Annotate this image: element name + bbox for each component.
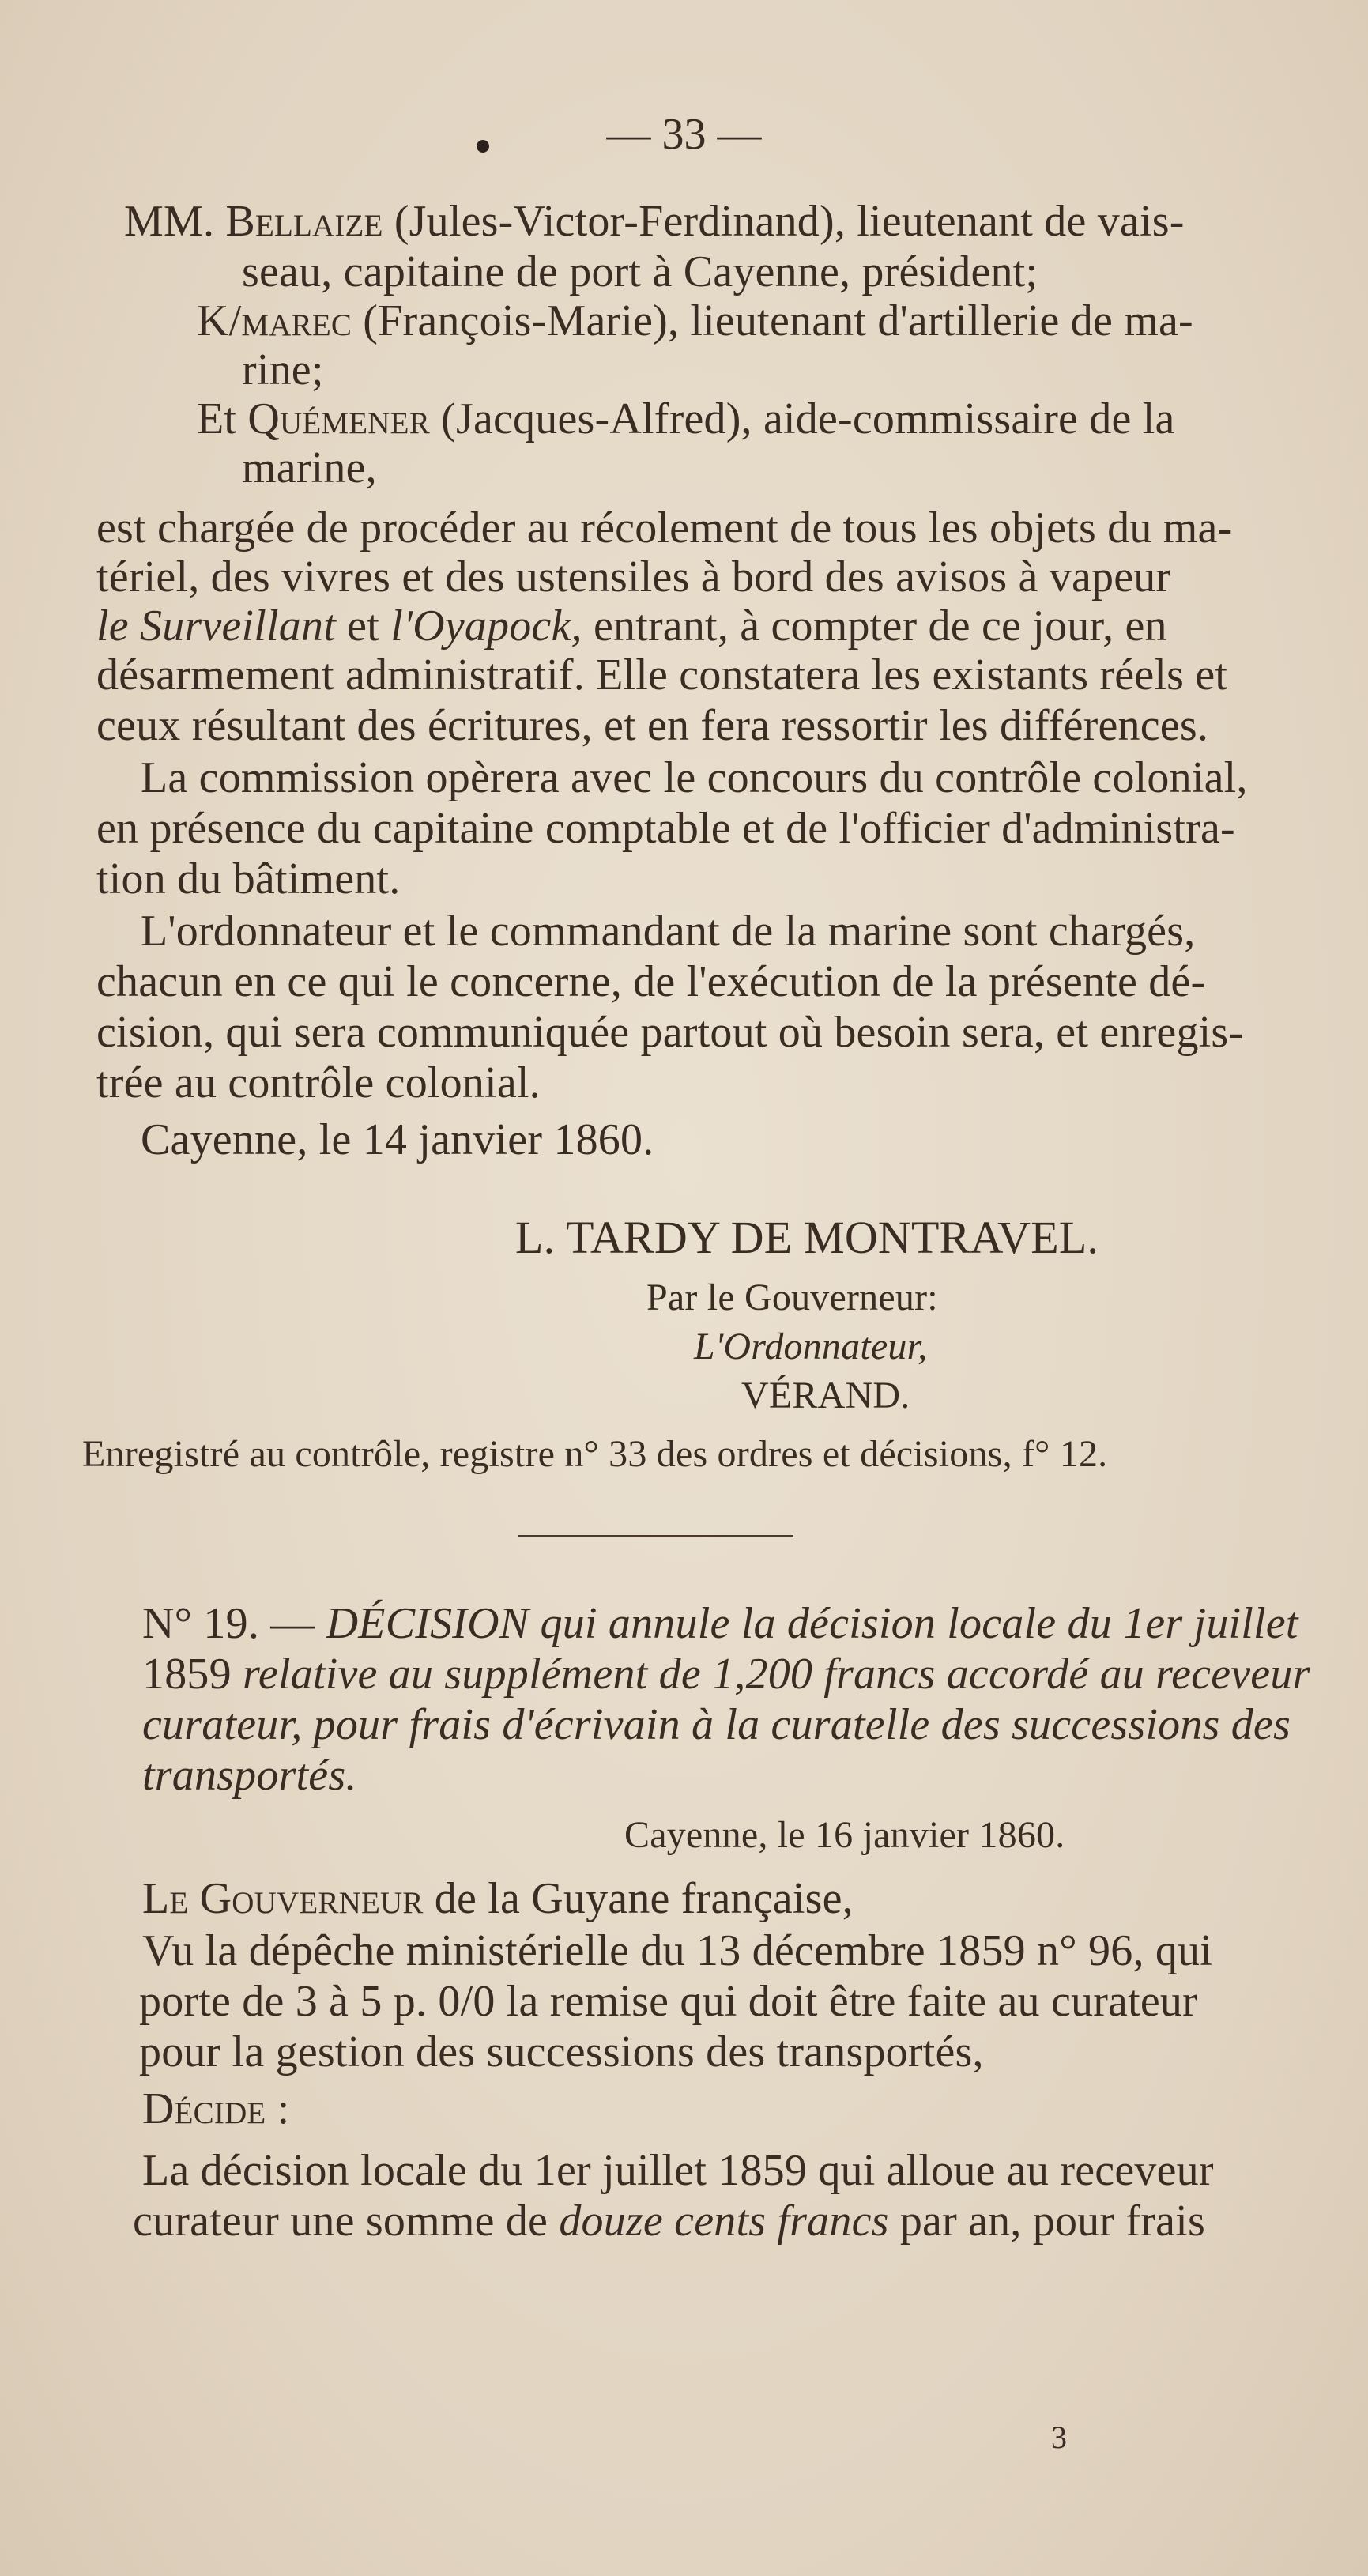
member-details: (Jules-Victor-Ferdinand), lieutenant de vais-	[394, 197, 1185, 246]
commission-line-6: marine,	[242, 443, 377, 492]
member-name: Bellaize	[225, 197, 383, 246]
body-text: curateur une somme de	[133, 2197, 548, 2246]
ship-name: le Surveillant	[96, 602, 336, 651]
body-line-4: désarmement administratif. Elle constatera les existants réels et	[96, 651, 1228, 700]
governor-signature: L. TARDY DE MONTRAVEL.	[515, 1212, 1099, 1263]
decision-number: N° 19. —	[142, 1599, 315, 1648]
decision-heading-line-2	[142, 1649, 1310, 1699]
place-date: Cayenne, le 14 janvier 1860.	[141, 1115, 654, 1164]
commission-line-5	[197, 394, 1175, 444]
et-label: Et	[197, 394, 237, 443]
conjunction: et	[347, 602, 379, 651]
governor-line	[142, 1873, 854, 1924]
decision-title: relative au supplément de 1,200 francs accordé au receveur	[243, 1650, 1310, 1699]
body-line-7: en présence du capitaine comptable et de l'officier d'administra-	[96, 804, 1235, 853]
member-details: (François-Marie), lieutenant d'artillerie de ma-	[363, 296, 1193, 345]
body-text: par an, pour frais	[899, 2197, 1205, 2246]
decision-heading-line-4: transportés.	[142, 1751, 357, 1800]
body-line-9: L'ordonnateur et le commandant de la marine sont chargés,	[141, 907, 1196, 956]
governor-territory: de la Guyane française,	[434, 1874, 854, 1923]
body-line-1: est chargée de procéder au récolement de tous les objets du ma-	[96, 504, 1233, 553]
body-line-2: tériel, des vivres et des ustensiles à bord des avisos à vapeur	[96, 553, 1171, 602]
body-line-8: tion du bâtiment.	[96, 854, 401, 903]
ordonnateur-title: L'Ordonnateur,	[694, 1326, 928, 1367]
commission-line-2: seau, capitaine de port à Cayenne, président;	[242, 247, 1038, 296]
decision-heading-line-3: curateur, pour frais d'écrivain à la curatelle des successions des	[142, 1700, 1291, 1749]
section-divider	[518, 1535, 793, 1537]
decision-title: DÉCISION qui annule la décision locale du 1er juillet	[326, 1599, 1298, 1648]
decide-heading: Décide :	[142, 2084, 290, 2133]
body-line-10: chacun en ce qui le concerne, de l'exécution de la présente dé-	[96, 957, 1206, 1006]
par-le-gouverneur: Par le Gouverneur:	[646, 1277, 938, 1318]
decision-para-line-1: La décision locale du 1er juillet 1859 qui alloue au receveur	[142, 2146, 1214, 2195]
member-details: (Jacques-Alfred), aide-commissaire de la	[441, 394, 1175, 443]
vu-line-1: Vu la dépêche ministérielle du 13 décembre 1859 n° 96, qui	[142, 1926, 1213, 1975]
body-line-5: ceux résultant des écritures, et en fera ressortir les différences.	[96, 701, 1209, 750]
body-line-12: trée au contrôle colonial.	[96, 1058, 541, 1107]
amount-text: douze cents francs	[559, 2197, 889, 2246]
body-text: entrant, à compter de ce jour, en	[593, 602, 1167, 651]
member-name: K/marec	[197, 296, 352, 345]
sheet-signature-mark: 3	[1051, 2419, 1067, 2455]
page-number: — 33 —	[606, 110, 762, 159]
commission-line-1	[124, 196, 1185, 247]
commission-line-3	[197, 296, 1193, 346]
vu-line-3: pour la gestion des successions des transportés,	[139, 2027, 984, 2076]
ship-name: l'Oyapock,	[390, 602, 582, 651]
governor-title: Le Gouverneur	[142, 1874, 424, 1923]
decision-heading-line-1	[142, 1598, 1298, 1649]
commission-line-4: rine;	[242, 345, 324, 394]
vu-line-2: porte de 3 à 5 p. 0/0 la remise qui doit être faite au curateur	[139, 1977, 1197, 2026]
body-line-11: cision, qui sera communiquée partout où besoin sera, et enregis-	[96, 1008, 1244, 1057]
body-line-3	[96, 601, 1167, 651]
registration-note: Enregistré au contrôle, registre n° 33 des ordres et décisions, f° 12.	[82, 1433, 1108, 1475]
decision-date: Cayenne, le 16 janvier 1860.	[624, 1814, 1065, 1856]
mm-label: MM.	[124, 197, 215, 246]
member-name: Quémener	[247, 394, 430, 443]
body-line-6: La commission opèrera avec le concours du contrôle colonial,	[141, 753, 1248, 802]
decision-year: 1859	[142, 1650, 232, 1699]
decision-para-line-2	[133, 2196, 1205, 2246]
ordonnateur-name: VÉRAND.	[741, 1375, 910, 1416]
